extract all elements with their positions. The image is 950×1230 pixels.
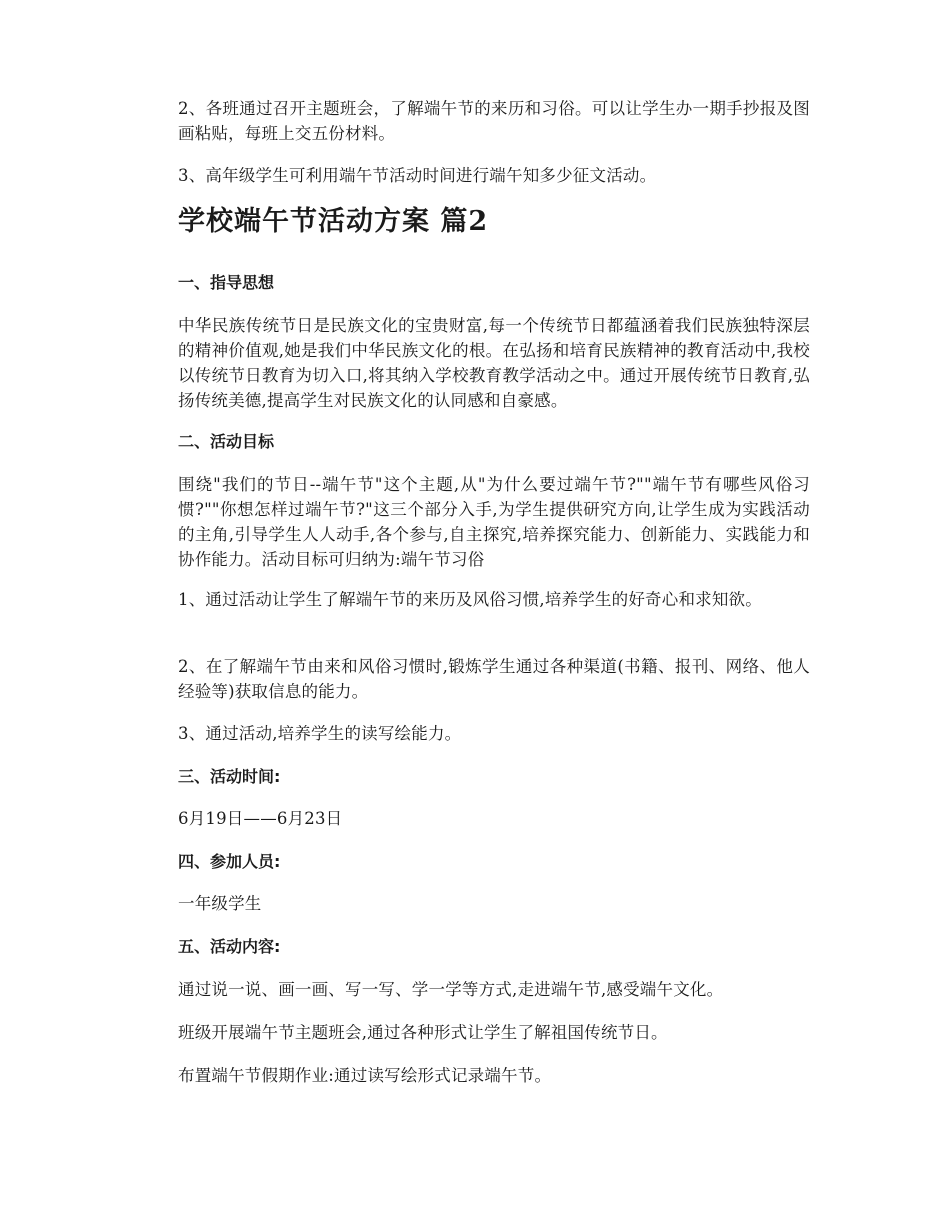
content-item-3: 布置端午节假期作业:通过读写绘形式记录端午节。 (178, 1066, 552, 1085)
section-heading-people: 四、参加人员: (178, 852, 281, 871)
people-text: 一年级学生 (178, 894, 262, 913)
section-heading-goal: 二、活动目标 (178, 432, 275, 451)
time-text: 6月19日——6月23日 (178, 809, 343, 828)
goal-item-1: 1、通过活动让学生了解端午节的来历及风俗习惯,培养学生的好奇心和求知欲。 (178, 590, 762, 609)
goal-item-2: 2、在了解端午节由来和风俗习惯时,锻炼学生通过各种渠道(书籍、报刊、网络、他人经验等)获取信息的能力。 (178, 657, 810, 701)
goal-item-3: 3、通过活动,培养学生的读写绘能力。 (178, 724, 462, 743)
guiding-paragraph: 中华民族传统节日是民族文化的宝贵财富,每一个传统节日都蕴涵着我们民族独特深层的精神价值观,她是我们中华民族文化的根。在弘扬和培育民族精神的教育活动中,我校以传统节日教育为切入口,将其纳入学校教育教学活动之中。通过开展传统节日教育,弘扬传统美德,提高学生对民族文化的认同感和自豪感。 (178, 316, 810, 410)
section-heading-content: 五、活动内容: (178, 937, 281, 956)
intro-item-3: 3、高年级学生可利用端午节活动时间进行端午知多少征文活动。 (178, 166, 657, 185)
goal-paragraph: 围绕"我们的节日--端午节"这个主题,从"为什么要过端午节?""端午节有哪些风俗习惯?""你想怎样过端午节?"这三个部分入手,为学生提供研究方向,让学生成为实践活动的主角,引导学生人人动手,各个参与,自主探究,培养探究能力、创新能力、实践能力和协作能力。活动目标可归纳为:端午节习俗 (178, 475, 810, 569)
intro-item-2: 2、各班通过召开主题班会，了解端午节的来历和习俗。可以让学生办一期手抄报及图画粘贴，每班上交五份材料。 (178, 99, 810, 143)
content-item-1: 通过说一说、画一画、写一写、学一学等方式,走进端午节,感受端午文化。 (178, 980, 724, 999)
content-item-2: 班级开展端午节主题班会,通过各种形式让学生了解祖国传统节日。 (178, 1023, 668, 1042)
section-heading-guiding: 一、指导思想 (178, 273, 275, 292)
page-title: 学校端午节活动方案 篇2 (178, 206, 489, 237)
section-heading-time: 三、活动时间: (178, 767, 281, 786)
